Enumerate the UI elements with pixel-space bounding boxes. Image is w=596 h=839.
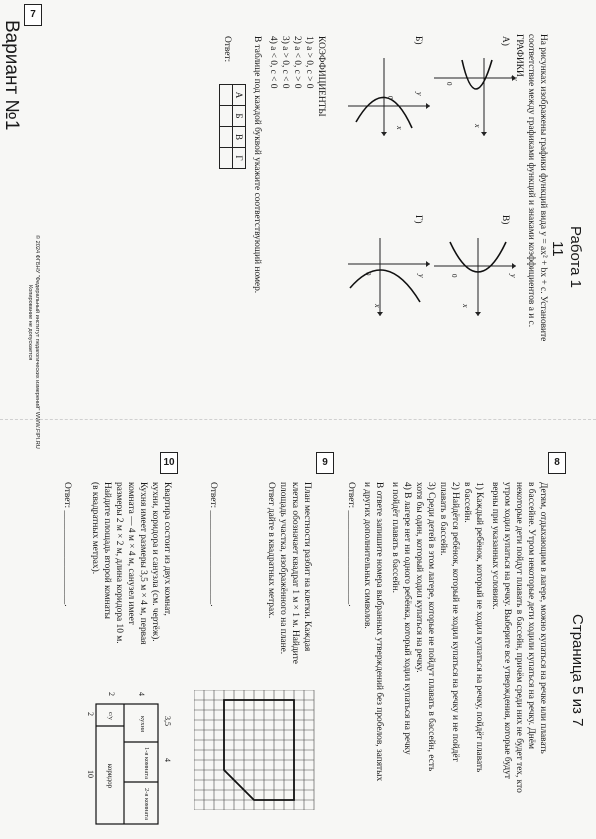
task-8-line-1: Детям, отдыхающим в лагере, можно купаться на речке или плавать: [538, 482, 548, 754]
task-10-answer[interactable]: Ответ: ____________________.: [62, 482, 72, 607]
task-9-number: 9: [316, 452, 334, 474]
task-10-line-4: комната — 4 м × 4 м, санузел имеет: [126, 482, 136, 625]
task-8-option-3-line-1: 3) Среди детей в этом лагере, которые не пойдут плавать в бассейн, есть: [426, 482, 436, 772]
graph-a-origin: 0: [445, 82, 453, 86]
task-8-line-4: утром ходил купаться на речку. Выберите все утверждения, которые будут: [502, 482, 512, 779]
graph-a-y-label: y: [511, 77, 520, 81]
answer-cell-b[interactable]: [220, 106, 233, 127]
graph-label-a: А): [500, 36, 510, 46]
graph-g-origin: 0: [364, 272, 372, 276]
task-8-option-4-line-1: 4) В лагере нет ни одного ребёнка, который ходил купаться на речку: [402, 482, 412, 755]
task-8-option-2-line-2: плавать в бассейн.: [438, 482, 448, 556]
task-8-line-2: в бассейне. Утром некоторые дети ходили купаться на речку. Днём: [526, 482, 536, 749]
graph-g-x-label: x: [373, 304, 382, 308]
task-7-text-line-1: На рисунках изображены графики функций вида y = ax² + bx + c. Установите: [538, 34, 548, 342]
task-8-number: 8: [548, 452, 566, 474]
graph-a-x-label: x: [473, 124, 482, 128]
task-8-answer[interactable]: Ответ: ____________________.: [346, 482, 356, 607]
task-10-line-3: Кухня имеет размеры 3,5 м × 4 м, первая: [138, 482, 148, 645]
task-9-line-4: Ответ дайте в квадратных метрах.: [266, 482, 276, 619]
task-10-number: 10: [160, 452, 178, 474]
plan-dim-bottom-2: 10: [86, 770, 95, 778]
page-fold-line: [0, 419, 596, 420]
task-9-line-1: План местности разбит на клетки. Каждая: [302, 482, 312, 652]
graph-label-g: Г): [413, 215, 423, 224]
task-9-answer[interactable]: Ответ: ____________________.: [208, 482, 218, 607]
graph-label-v: В): [500, 215, 510, 225]
task-8-option-3-line-2: хотя бы один, который ходил купаться на речку.: [414, 482, 424, 673]
plan-room-1: 1-я комната: [143, 746, 150, 780]
graph-b-x-label: x: [395, 126, 404, 130]
answer-cell-a[interactable]: [220, 85, 233, 106]
copyright-line-1: © 2024 ФГБНУ "Федеральный институт педагогических измерений" WWW.FIPI.RU: [34, 235, 40, 449]
answer-cell-v[interactable]: [220, 127, 233, 148]
plan-dim-bottom-1: 2: [86, 712, 95, 716]
plan-dim-top-1: 3,5: [163, 716, 172, 726]
plan-room-bathroom: с/у: [107, 712, 114, 720]
plan-room-2: 2-я комната: [143, 787, 150, 821]
task-8-line-5: верны при указанных условиях.: [490, 482, 500, 610]
graph-label-b: Б): [413, 36, 423, 45]
task-9-line-2: клетка обозначает квадрат 1 м × 1 м. Найдите: [290, 482, 300, 664]
coefficient-option-4: 4) a < 0, c < 0: [268, 36, 278, 89]
graph-v-origin: 0: [450, 274, 458, 278]
task-10-line-5: размеры 2 м × 2 м, длина коридора 10 м.: [114, 482, 124, 644]
page-indicator: Страница 5 из 7: [569, 614, 586, 727]
task-10-line-2: кухни, коридора и санузла (см. чертёж).: [150, 482, 160, 642]
task-7-number: 7: [24, 4, 42, 26]
task-10-line-1: Квартира состоит из двух комнат,: [162, 482, 172, 616]
task-10-line-6: Найдите площадь второй комнаты: [102, 482, 112, 619]
plan-room-kitchen: кухня: [139, 715, 146, 733]
graph-v-y-label: y: [509, 274, 518, 278]
copyright-line-2: Копирование не допускается: [27, 285, 33, 361]
task-8-footer-line-1: В ответе запишите номера выбранных утверждений без пробелов, запятых: [374, 482, 384, 782]
variant-label: Вариант №1: [1, 20, 22, 131]
task-8-option-2-line-1: 2) Найдётся ребёнок, который не ходил купаться на речку и не пойдёт: [450, 482, 460, 762]
work-number: 11: [549, 241, 566, 257]
coefficients-heading: КОЭФФИЦИЕНТЫ: [316, 36, 326, 117]
task-8-option-1-line-1: 1) Каждый ребёнок, который не ходил купаться на речку, пойдёт плавать: [474, 482, 484, 773]
graph-g-y-label: y: [417, 274, 426, 278]
task-8-option-4-line-2: и пойдёт плавать в бассейн.: [390, 482, 400, 593]
task-7-instruction: В таблице под каждой буквой укажите соответствующий номер.: [252, 36, 262, 294]
coefficient-option-2: 2) a < 0, c > 0: [292, 36, 302, 89]
work-title: Работа 1: [567, 226, 584, 289]
plan-room-corridor: коридор: [106, 763, 114, 789]
task-9-line-3: площадь участка, изображённого на плане.: [278, 482, 288, 655]
task-7-answer-label: Ответ:: [222, 36, 232, 63]
answer-table-header-g: Г: [233, 148, 246, 169]
task-8-option-1-line-2: в бассейн.: [462, 482, 472, 523]
coefficient-option-1: 1) a > 0, c > 0: [304, 36, 314, 89]
task-10-apartment-plan: [86, 690, 172, 830]
plan-dim-left-2: 2: [107, 692, 116, 696]
graph-b-origin: 0: [386, 96, 394, 100]
task-9-grid-plan: [194, 690, 322, 810]
graph-b-y-label: y: [415, 92, 424, 96]
answer-cell-g[interactable]: [220, 148, 233, 169]
answer-table-header-b: Б: [233, 106, 246, 127]
plan-dim-left-1: 4: [137, 692, 146, 696]
task-8-line-3: некоторые дети пойдут плавать в бассейн, причём среди них не будет тех, кто: [514, 482, 524, 793]
task-8-footer-line-2: и других дополнительных символов.: [362, 482, 372, 629]
answer-table-header-v: В: [233, 127, 246, 148]
task-10-line-7: (в квадратных метрах).: [90, 482, 100, 575]
task-7-text-line-2: соответствие между графиками функций и знаками коэффициентов a и c.: [526, 34, 536, 328]
answer-table-header-a: А: [233, 85, 246, 106]
plan-dim-top-2: 4: [163, 758, 172, 762]
graphs-heading: ГРАФИКИ: [514, 34, 524, 77]
task-7-answer-table: [219, 84, 246, 169]
coefficient-option-3: 3) a > 0, c < 0: [280, 36, 290, 89]
graph-v-x-label: x: [461, 304, 470, 308]
graph-v: [432, 236, 518, 318]
